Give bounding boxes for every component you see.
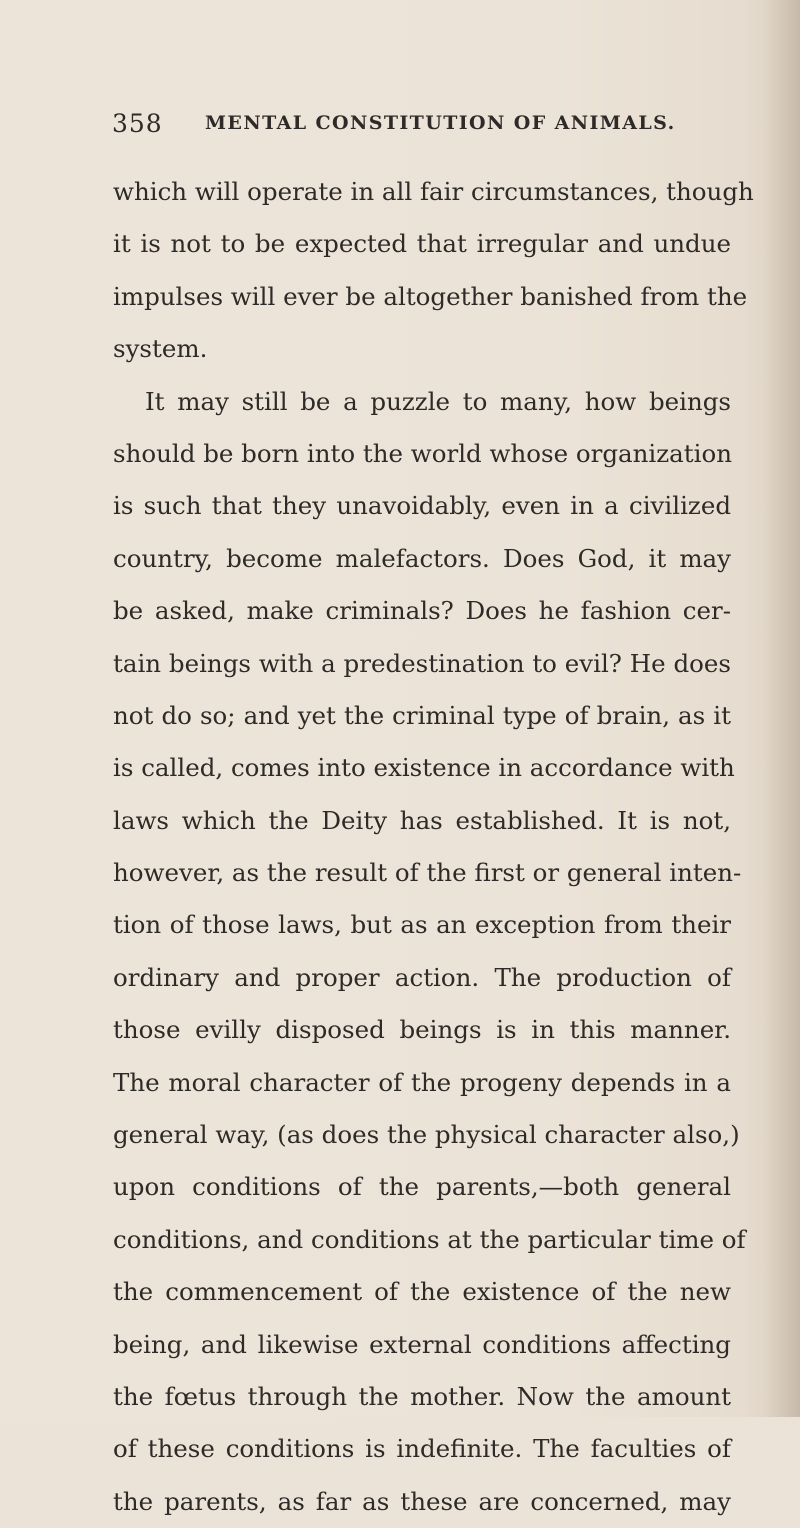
text-line: conditions, and conditions at the particular time of: [113, 1224, 746, 1254]
running-head: MENTAL CONSTITUTION OF ANIMALS.: [205, 112, 676, 134]
text-line: it is not to be expected that irregular and undue: [113, 229, 731, 259]
text-line: ordinary and proper action. The production of: [113, 962, 731, 992]
page-header: [112, 109, 676, 141]
text-line: tion of those laws, but as an exception from their: [113, 910, 731, 940]
text-line: should be born into the world whose organization: [113, 438, 732, 468]
text-line: is such that they unavoidably, even in a civilized: [113, 491, 731, 521]
text-line: being, and likewise external conditions affecting: [113, 1329, 731, 1359]
text-line: upon conditions of the parents,—both general: [113, 1172, 731, 1202]
text-line: which will operate in all fair circumstances, though: [113, 177, 754, 206]
text-line: country, become malefactors. Does God, it may: [113, 543, 731, 573]
text-line: is called, comes into existence in accordance with: [113, 753, 735, 783]
text-line: laws which the Deity has established. It is not,: [113, 805, 731, 835]
text-line: however, as the result of the first or general inten-: [113, 858, 742, 888]
text-line: general way, (as does the physical character also,): [113, 1120, 740, 1150]
body-text: [113, 166, 754, 1528]
page-edge-shadow: [764, 0, 800, 1417]
text-line: the commencement of the existence of the new: [113, 1277, 731, 1307]
text-line: tain beings with a predestination to evil? He does: [113, 648, 731, 678]
text-line: of these conditions is indefinite. The faculties of: [113, 1434, 731, 1464]
text-line: impulses will ever be altogether banished from the: [113, 281, 748, 311]
page-number: 358: [112, 109, 163, 138]
text-line: It may still be a puzzle to many, how beings: [145, 386, 731, 416]
text-line: be asked, make criminals? Does he fashion cer-: [113, 596, 731, 626]
text-line: not do so; and yet the criminal type of brain, as it: [113, 700, 731, 730]
text-line: those evilly disposed beings is in this manner.: [113, 1015, 731, 1045]
text-line: system.: [113, 334, 208, 364]
text-line: the parents, as far as these are concerned, may: [113, 1486, 731, 1516]
text-line: the fœtus through the mother. Now the amount: [113, 1381, 731, 1411]
text-line: The moral character of the progeny depends in a: [113, 1067, 731, 1097]
